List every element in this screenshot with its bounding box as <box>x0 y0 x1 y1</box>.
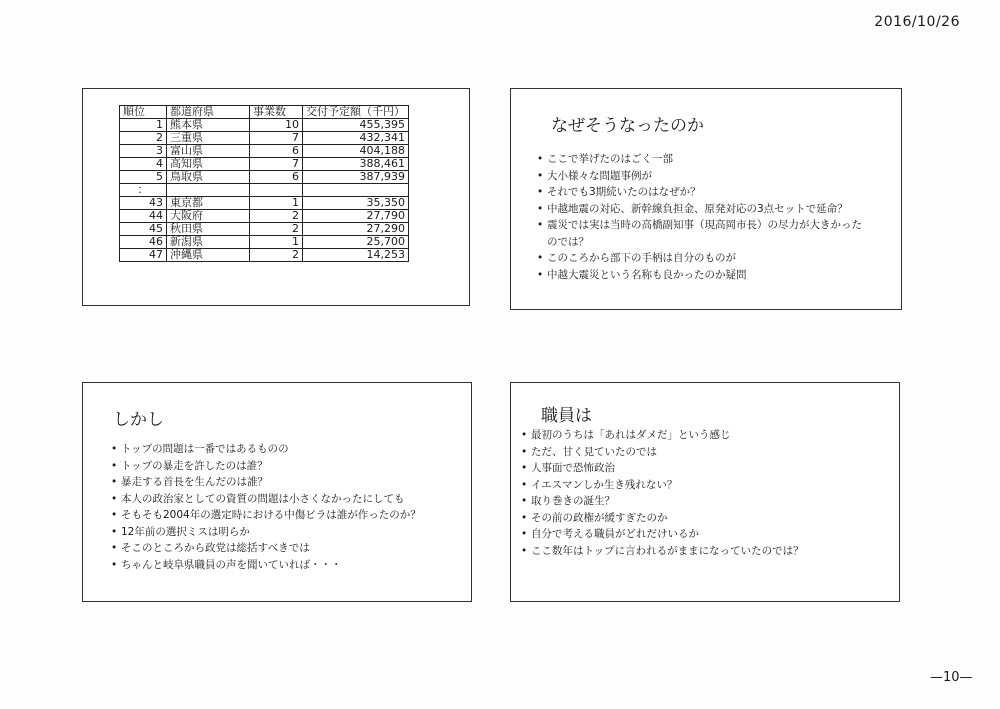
cell-amount: 27,790 <box>303 210 409 223</box>
list-item: • ここで挙げたのはごく一部 <box>537 151 867 168</box>
cell-count: 2 <box>250 223 303 236</box>
list-item: • そもそも2004年の選定時における中傷ビラは誰が作ったのか？ <box>111 507 451 524</box>
cell-amount: 35,350 <box>303 197 409 210</box>
cell-amount: 27,290 <box>303 223 409 236</box>
slide-ranking-table <box>82 88 470 306</box>
cell-count: 1 <box>250 236 303 249</box>
page-number: —10— <box>930 670 973 685</box>
table-row <box>120 236 409 249</box>
cell-count: 10 <box>250 119 303 132</box>
document-date: 2016/10/26 <box>874 14 960 30</box>
cell-amount: 25,700 <box>303 236 409 249</box>
cell-rank: 1 <box>120 119 167 132</box>
list-item: • 12年前の選択ミスは明らか <box>111 524 451 541</box>
cell-rank: 43 <box>120 197 167 210</box>
cell-prefecture: 大阪府 <box>167 210 250 223</box>
slide-why <box>510 88 902 310</box>
header-rank: 順位 <box>120 106 167 119</box>
cell-prefecture: 東京都 <box>167 197 250 210</box>
table-row <box>120 171 409 184</box>
cell-prefecture: 高知県 <box>167 158 250 171</box>
cell-prefecture: 沖縄県 <box>167 249 250 262</box>
cell-rank: 4 <box>120 158 167 171</box>
list-item: • その前の政権が緩すぎたのか <box>521 510 881 527</box>
table-row <box>120 210 409 223</box>
list-item: • そこのところから政党は総括すべきでは <box>111 540 451 557</box>
bullet-list <box>537 151 867 283</box>
header-prefecture: 都道府県 <box>167 106 250 119</box>
slide-staff <box>510 382 900 602</box>
cell-amount: 432,341 <box>303 132 409 145</box>
cell-rank: 3 <box>120 145 167 158</box>
bullet-list <box>111 441 451 573</box>
cell-prefecture: 鳥取県 <box>167 171 250 184</box>
list-item: • 大小様々な問題事例が <box>537 168 867 185</box>
cell-prefecture: 新潟県 <box>167 236 250 249</box>
cell-rank: 46 <box>120 236 167 249</box>
cell-prefecture: 三重県 <box>167 132 250 145</box>
cell-count: 7 <box>250 158 303 171</box>
cell-amount: 404,188 <box>303 145 409 158</box>
list-item: • ただ、甘く見ていたのでは <box>521 444 881 461</box>
cell-rank: 2 <box>120 132 167 145</box>
list-item: • 人事面で恐怖政治 <box>521 460 881 477</box>
list-item: • このころから部下の手柄は自分のものが <box>537 250 867 267</box>
slide-title: なぜそうなったのか <box>551 116 704 136</box>
list-item: • 自分で考える職員がどれだけいるか <box>521 526 881 543</box>
table-row <box>120 158 409 171</box>
list-item: • 中越地震の対応、新幹線負担金、原発対応の3点セットで延命？ <box>537 201 867 218</box>
cell-ellipsis: ： <box>120 184 167 197</box>
list-item: • 暴走する首長を生んだのは誰？ <box>111 474 451 491</box>
list-item: • トップの問題は一番ではあるものの <box>111 441 451 458</box>
cell-amount: 455,395 <box>303 119 409 132</box>
table-row <box>120 197 409 210</box>
cell-rank: 5 <box>120 171 167 184</box>
slide-however <box>82 382 472 602</box>
list-item: • 最初のうちは「あれはダメだ」という感じ <box>521 427 881 444</box>
list-item: • 本人の政治家としての資質の問題は小さくなかったにしても <box>111 491 451 508</box>
header-amount: 交付予定額（千円） <box>303 106 409 119</box>
cell-count: 6 <box>250 145 303 158</box>
cell-prefecture: 秋田県 <box>167 223 250 236</box>
cell-amount: 14,253 <box>303 249 409 262</box>
list-item: • 中越大震災という名称も良かったのか疑問 <box>537 267 867 284</box>
list-item: • 震災では実は当時の高橋副知事（現高岡市長）の尽力が大きかったのでは？ <box>537 217 867 250</box>
cell-count: 2 <box>250 249 303 262</box>
cell-prefecture: 富山県 <box>167 145 250 158</box>
table-row <box>120 119 409 132</box>
bullet-list <box>521 427 881 559</box>
cell-count: 6 <box>250 171 303 184</box>
header-count: 事業数 <box>250 106 303 119</box>
cell-count: 2 <box>250 210 303 223</box>
cell-amount: 388,461 <box>303 158 409 171</box>
cell-rank: 47 <box>120 249 167 262</box>
cell-rank: 45 <box>120 223 167 236</box>
cell-count: 7 <box>250 132 303 145</box>
table-row <box>120 132 409 145</box>
list-item: • ちゃんと岐阜県職員の声を聞いていれば・・・ <box>111 557 451 574</box>
slide-title: 職員は <box>541 406 592 426</box>
list-item: • イエスマンしか生き残れない？ <box>521 477 881 494</box>
cell-count: 1 <box>250 197 303 210</box>
table-row <box>120 145 409 158</box>
cell-prefecture: 熊本県 <box>167 119 250 132</box>
ranking-table <box>119 105 409 262</box>
list-item: • ここ数年はトップに言われるがままになっていたのでは？ <box>521 543 881 560</box>
table-row <box>120 249 409 262</box>
table-ellipsis-row <box>120 184 409 197</box>
cell-rank: 44 <box>120 210 167 223</box>
list-item: • トップの暴走を許したのは誰？ <box>111 458 451 475</box>
slide-title: しかし <box>113 410 164 430</box>
table-header-row <box>120 106 409 119</box>
cell-amount: 387,939 <box>303 171 409 184</box>
table-row <box>120 223 409 236</box>
list-item: • それでも3期続いたのはなぜか？ <box>537 184 867 201</box>
list-item: • 取り巻きの誕生？ <box>521 493 881 510</box>
